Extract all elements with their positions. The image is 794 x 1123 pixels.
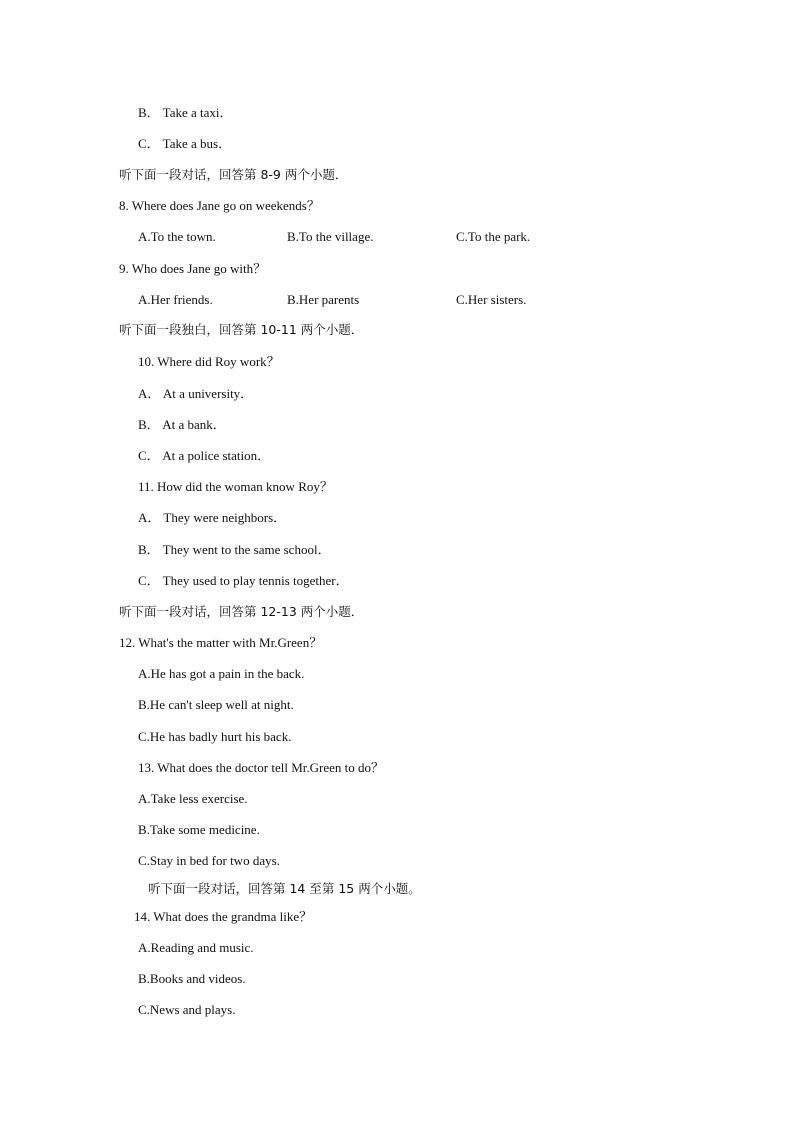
question-13: 13. What does the doctor tell Mr.Green to do？ (138, 760, 384, 775)
section-instruction-14-15: 听下面一段对话，回答第 14 至第 15 两个小题。 (148, 881, 421, 896)
question-14-option-b: B.Books and videos. (138, 971, 246, 986)
section-instruction-8-9: 听下面一段对话，回答第 8-9 两个小题． (119, 167, 348, 182)
option-b: B.To the village. (287, 229, 374, 244)
question-12-option-c: C.He has badly hurt his back. (138, 729, 292, 744)
question-12-option-a: A.He has got a pain in the back. (138, 666, 305, 681)
question-12-option-b: B.He can't sleep well at night. (138, 697, 294, 712)
question-13-option-c: C.Stay in bed for two days. (138, 853, 280, 868)
question-14-option-c: C.News and plays. (138, 1002, 236, 1017)
question-14-option-a: A.Reading and music. (138, 940, 254, 955)
question-9: 9. Who does Jane go with？ (119, 261, 267, 276)
question-10: 10. Where did Roy work？ (138, 354, 280, 369)
question-11: 11. How did the woman know Roy？ (138, 479, 333, 494)
question-14: 14. What does the grandma like？ (134, 909, 313, 924)
question-10-option-b: B． At a bank． (138, 417, 226, 432)
question-11-option-b: B． They went to the same school． (138, 542, 331, 557)
option-c-bus: C． Take a bus． (138, 136, 232, 151)
question-10-option-a: A． At a university． (138, 386, 254, 401)
section-instruction-10-11: 听下面一段独白，回答第 10-11 两个小题． (119, 322, 364, 337)
option-b-taxi: B． Take a taxi． (138, 105, 233, 120)
question-8: 8. Where does Jane go on weekends？ (119, 198, 320, 213)
section-instruction-12-13: 听下面一段对话，回答第 12-13 两个小题． (119, 604, 364, 619)
question-13-option-b: B.Take some medicine. (138, 822, 260, 837)
question-10-option-c: C． At a police station． (138, 448, 271, 463)
option-b: B.Her parents (287, 292, 360, 307)
option-c: C.Her sisters. (456, 292, 527, 307)
question-13-option-a: A.Take less exercise. (138, 791, 248, 806)
option-a: A.To the town. (138, 229, 216, 244)
question-11-option-c: C． They used to play tennis together． (138, 573, 349, 588)
option-c: C.To the park. (456, 229, 531, 244)
question-11-option-a: A． They were neighbors． (138, 510, 287, 525)
question-12: 12. What's the matter with Mr.Green？ (119, 635, 323, 650)
option-a: A.Her friends. (138, 292, 213, 307)
